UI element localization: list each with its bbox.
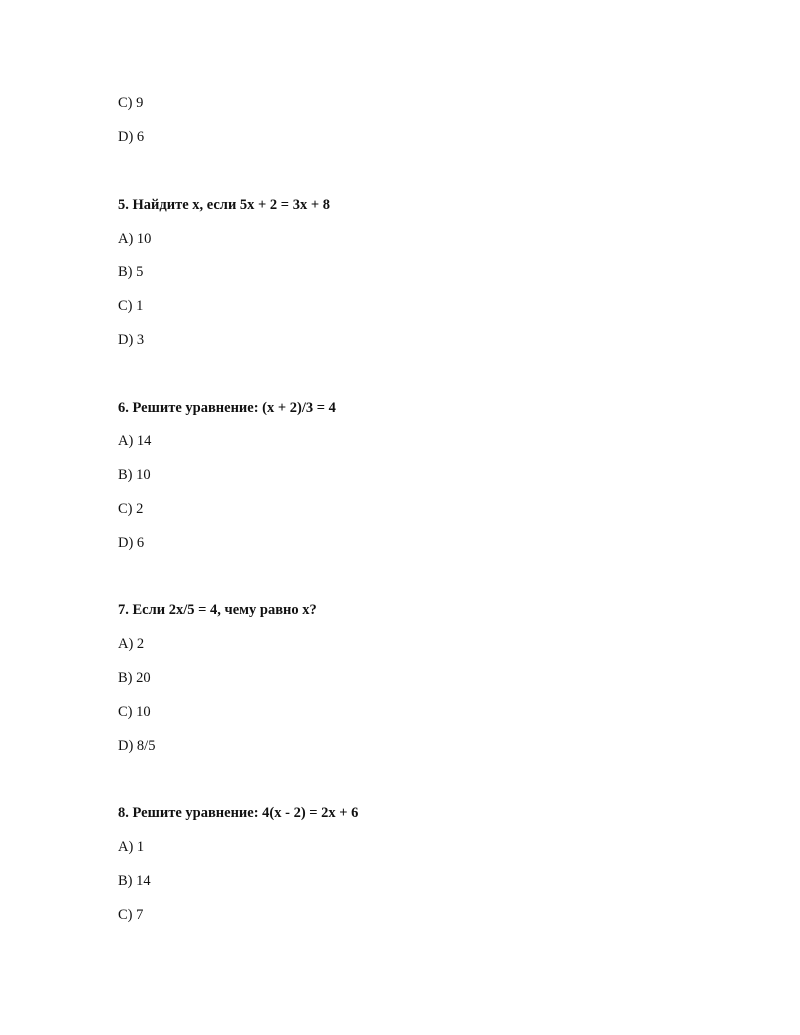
question-5-option-a: A) 10: [118, 231, 152, 247]
question-8-text: 8. Решите уравнение: 4(x - 2) = 2x + 6: [118, 805, 359, 821]
question-8-option-b: B) 14: [118, 873, 151, 889]
option-prev-d: D) 6: [118, 129, 145, 145]
question-5-option-d: D) 3: [118, 332, 145, 348]
question-6-option-d: D) 6: [118, 535, 145, 551]
question-8-option-c: C) 7: [118, 907, 144, 923]
question-8-option-a: A) 1: [118, 839, 145, 855]
question-7-option-a: A) 2: [118, 636, 145, 652]
question-7-text: 7. Если 2x/5 = 4, чему равно x?: [118, 602, 317, 618]
question-7-option-b: B) 20: [118, 670, 151, 686]
option-prev-c: C) 9: [118, 95, 144, 111]
question-6-option-a: A) 14: [118, 433, 152, 449]
question-7-option-c: C) 10: [118, 704, 151, 720]
question-7-option-d: D) 8/5: [118, 738, 156, 754]
question-6-option-c: C) 2: [118, 501, 144, 517]
question-5-option-b: B) 5: [118, 264, 144, 280]
question-6-option-b: B) 10: [118, 467, 151, 483]
question-5-text: 5. Найдите x, если 5x + 2 = 3x + 8: [118, 197, 330, 213]
question-6-text: 6. Решите уравнение: (x + 2)/3 = 4: [118, 400, 336, 416]
question-5-option-c: C) 1: [118, 298, 144, 314]
